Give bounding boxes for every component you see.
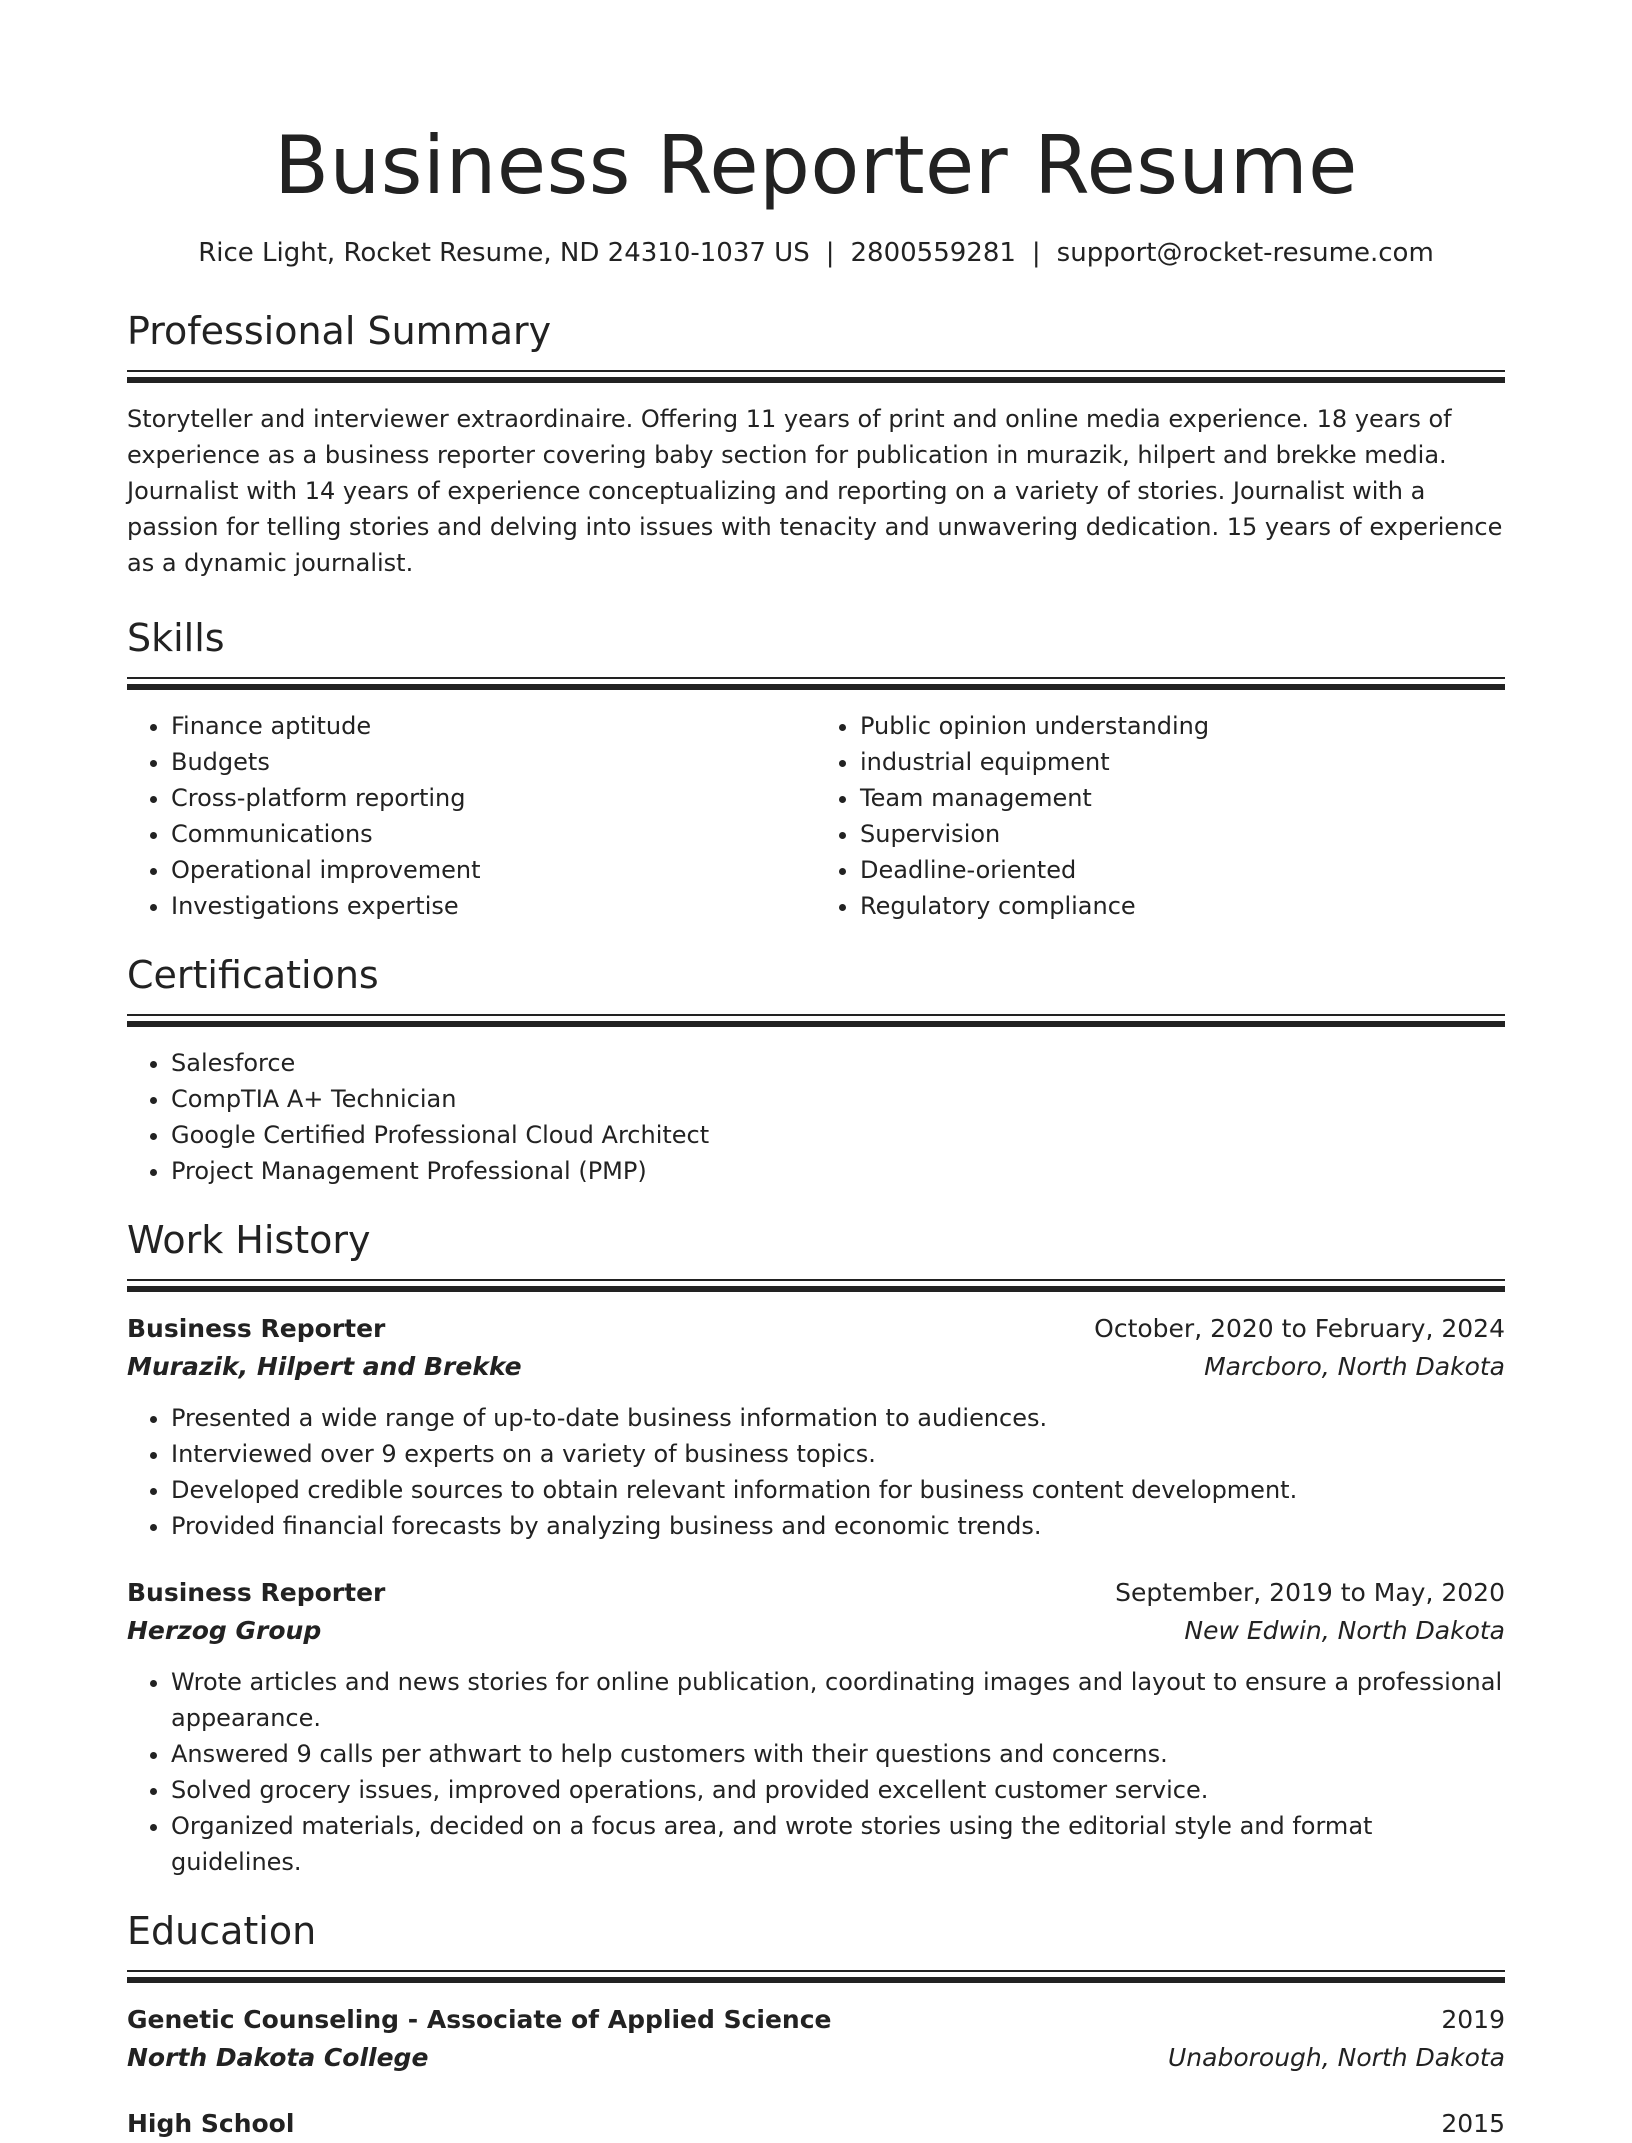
job-bullet: • Answered 9 calls per athwart to help customers with their questions and concerns. [171,1736,1505,1772]
job-company: Murazik, Hilpert and Brekke [127,1352,522,1381]
skill-item: • Regulatory compliance [860,888,1505,924]
job-location: Marcboro, North Dakota [1204,1352,1505,1381]
job-header-row [127,1310,1505,1348]
education-entry [127,2001,1505,2077]
section-divider [127,677,1505,690]
education-subheader-row [127,2039,1505,2077]
skill-item: • Budgets [171,744,816,780]
certifications-heading: Certifications [127,953,379,997]
job-bullet: • Solved grocery issues, improved operations, and provided excellent customer service. [171,1772,1505,1808]
job-bullet: • Interviewed over 9 experts on a variety of business topics. [171,1436,1505,1472]
contact-separator: | [1031,238,1041,268]
education-school: North Dakota College [127,2043,429,2072]
contact-line [127,236,1505,270]
job-dates: September, 2019 to May, 2020 [1115,1578,1505,1607]
job-entry [127,1310,1505,1544]
job-title: Business Reporter [127,1314,386,1343]
section-divider [127,1014,1505,1027]
education-entry [127,2105,1505,2143]
skill-item: • Supervision [860,816,1505,852]
education-section [127,1908,1505,2143]
skill-item: • Deadline-oriented [860,852,1505,888]
section-divider [127,1279,1505,1292]
certification-item: • Salesforce [171,1045,1505,1081]
skill-item: • Investigations expertise [171,888,816,924]
education-header-row [127,2001,1505,2039]
work-heading: Work History [127,1218,371,1262]
job-subheader-row [127,1348,1505,1386]
job-bullet: • Organized materials, decided on a focus area, and wrote stories using the editorial style and format guidelines. [171,1808,1505,1880]
job-dates: October, 2020 to February, 2024 [1094,1314,1505,1343]
section-divider [127,370,1505,383]
skills-grid [127,708,1505,924]
education-degree: Genetic Counseling - Associate of Applied Science [127,2005,832,2034]
education-location: Unaborough, North Dakota [1168,2043,1505,2072]
job-entry [127,1574,1505,1880]
education-heading: Education [127,1909,317,1953]
resume-title: Business Reporter Resume [274,119,1358,212]
certification-item: • Google Certified Professional Cloud Architect [171,1117,1505,1153]
contact-phone: 2800559281 [850,238,1016,268]
work-section [127,1217,1505,1880]
skill-item: • Operational improvement [171,852,816,888]
skills-list-left [127,708,816,924]
job-subheader-row [127,1612,1505,1650]
job-bullet: • Wrote articles and news stories for online publication, coordinating images and layout to ensure a professional appearance. [171,1664,1505,1736]
skill-item: • Public opinion understanding [860,708,1505,744]
section-divider [127,1970,1505,1983]
job-bullet: • Presented a wide range of up-to-date business information to audiences. [171,1400,1505,1436]
skills-list-right [816,708,1505,924]
contact-address: Rice Light, Rocket Resume, ND 24310-1037 US [198,238,810,268]
certification-item: • Project Management Professional (PMP) [171,1153,1505,1189]
job-bullets [127,1400,1505,1544]
skill-item: • Team management [860,780,1505,816]
job-header-row [127,1574,1505,1612]
skill-item: • Finance aptitude [171,708,816,744]
summary-heading: Professional Summary [127,309,552,353]
job-company: Herzog Group [127,1616,322,1645]
certification-item: • CompTIA A+ Technician [171,1081,1505,1117]
certifications-section [127,952,1505,1189]
education-degree: High School [127,2109,295,2138]
skill-item: • industrial equipment [860,744,1505,780]
education-year: 2019 [1441,2005,1505,2034]
job-bullet: • Developed credible sources to obtain relevant information for business content development. [171,1472,1505,1508]
job-location: New Edwin, North Dakota [1184,1616,1505,1645]
skill-item: • Cross-platform reporting [171,780,816,816]
job-bullets [127,1664,1505,1880]
contact-email: support@rocket-resume.com [1056,238,1434,268]
summary-section [127,308,1505,581]
education-year: 2015 [1441,2109,1505,2138]
contact-separator: | [825,238,835,268]
skills-section [127,615,1505,924]
skill-item: • Communications [171,816,816,852]
job-title: Business Reporter [127,1578,386,1607]
job-bullet: • Provided financial forecasts by analyzing business and economic trends. [171,1508,1505,1544]
certifications-list [127,1045,1505,1189]
summary-text: Storyteller and interviewer extraordinaire. Offering 11 years of print and online media experience. 18 years of experience as a business reporter covering baby section for publication in murazik, hilpert and brekke media. Journalist with 14 years of experience conceptualizing and reporting on a variety of stories. Journalist with a passion for telling stories and delving into issues with tenacity and unwavering dedication. 15 years of experience as a dynamic journalist. [127,405,1503,577]
skills-heading: Skills [127,616,225,660]
education-header-row [127,2105,1505,2143]
